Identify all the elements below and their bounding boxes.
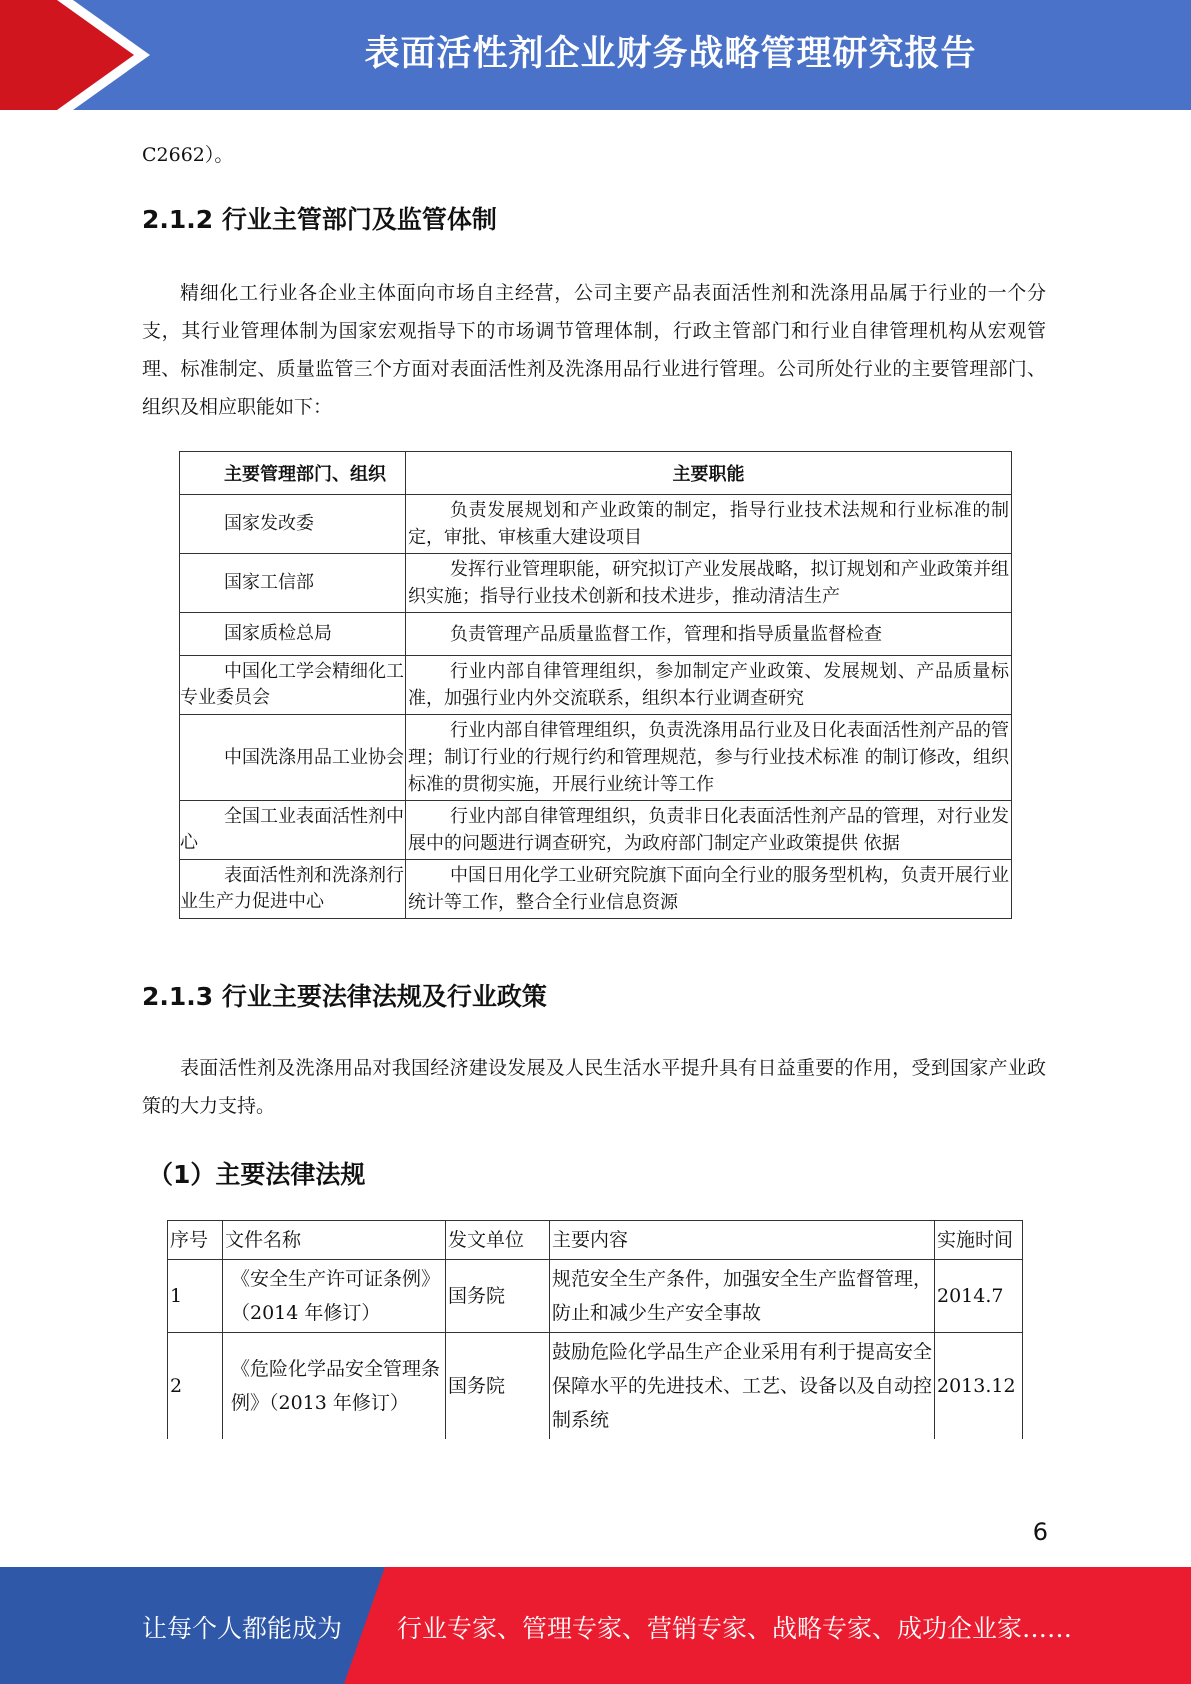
column-header-org: 主要管理部门、组织 bbox=[180, 452, 406, 495]
table-row bbox=[180, 860, 1012, 919]
org-cell: 中国化工学会精细化工专业委员会 bbox=[180, 656, 406, 715]
page-footer bbox=[0, 1567, 1191, 1684]
table-row bbox=[180, 495, 1012, 554]
sub-heading-laws: （1）主要法律法规 bbox=[148, 1160, 366, 1189]
column-header-duty: 主要职能 bbox=[406, 452, 1012, 495]
cell-date: 2014.7 bbox=[935, 1260, 1023, 1333]
duty-cell: 行业内部自律管理组织，负责洗涤用品行业及日化表面活性剂产品的管理；制订行业的行规行约和管理规范，参与行业技术标准 的制订修改，组织标准的贯彻实施，开展行业统计等工作 bbox=[406, 715, 1012, 801]
table-header-row bbox=[168, 1221, 1023, 1260]
table-row bbox=[180, 554, 1012, 613]
column-header-content: 主要内容 bbox=[550, 1221, 935, 1260]
cell-issuer: 国务院 bbox=[446, 1260, 550, 1333]
duty-cell: 行业内部自律管理组织，负责非日化表面活性剂产品的管理，对行业发展中的问题进行调查研究，为政府部门制定产业政策提供 依据 bbox=[406, 801, 1012, 860]
table-row bbox=[180, 613, 1012, 656]
column-header-name: 文件名称 bbox=[223, 1221, 446, 1260]
paragraph: 精细化工行业各企业主体面向市场自主经营，公司主要产品表面活性剂和洗涤用品属于行业的一个分支，其行业管理体制为国家宏观指导下的市场调节管理体制，行政主管部门和行业自律管理机构从宏观管理、标准制定、质量监管三个方面对表面活性剂及洗涤用品行业进行管理。公司所处行业的主要管理部门、组织及相应职能如下： bbox=[142, 282, 1046, 418]
cell-no: 1 bbox=[168, 1260, 223, 1333]
table-row bbox=[168, 1260, 1023, 1333]
table-row bbox=[180, 656, 1012, 715]
footer-slogan-left: 让每个人都能成为 bbox=[142, 1614, 343, 1643]
org-cell: 全国工业表面活性剂中心 bbox=[180, 801, 406, 860]
duty-cell: 行业内部自律管理组织，参加制定产业政策、发展规划、产品质量标准，加强行业内外交流联系，组织本行业调查研究 bbox=[406, 656, 1012, 715]
duty-cell: 负责发展规划和产业政策的制定，指导行业技术法规和行业标准的制定，审批、审核重大建设项目 bbox=[406, 495, 1012, 554]
section-2-1-2-body bbox=[142, 274, 1046, 426]
table-row bbox=[180, 801, 1012, 860]
org-cell: 国家质检总局 bbox=[180, 613, 406, 656]
management-departments-table bbox=[179, 451, 1012, 919]
report-title: 表面活性剂企业财务战略管理研究报告 bbox=[364, 34, 977, 74]
section-heading-2-1-3: 2.1.3 行业主要法律法规及行业政策 bbox=[142, 982, 547, 1011]
duty-cell: 负责管理产品质量监督工作，管理和指导质量监督检查 bbox=[406, 613, 1012, 656]
duty-cell: 中国日用化学工业研究院旗下面向全行业的服务型机构，负责开展行业统计等工作，整合全行业信息资源 bbox=[406, 860, 1012, 919]
footer-slogan-right: 行业专家、管理专家、营销专家、战略专家、成功企业家…… bbox=[397, 1614, 1073, 1643]
column-header-no: 序号 bbox=[168, 1221, 223, 1260]
cell-no: 2 bbox=[168, 1333, 223, 1440]
cell-content: 规范安全生产条件，加强安全生产监督管理，防止和减少生产安全事故 bbox=[550, 1260, 935, 1333]
continued-fragment: C2662）。 bbox=[142, 144, 234, 166]
page-number: 6 bbox=[1032, 1518, 1048, 1546]
laws-regulations-table bbox=[167, 1220, 1023, 1439]
paragraph: 表面活性剂及洗涤用品对我国经济建设发展及人民生活水平提升具有日益重要的作用，受到国家产业政策的大力支持。 bbox=[142, 1057, 1046, 1117]
page-header bbox=[0, 0, 1191, 110]
org-cell: 国家发改委 bbox=[180, 495, 406, 554]
org-cell: 国家工信部 bbox=[180, 554, 406, 613]
cell-name: 《安全生产许可证条例》（2014 年修订） bbox=[223, 1260, 446, 1333]
table-header-row bbox=[180, 452, 1012, 495]
org-cell: 中国洗涤用品工业协会 bbox=[180, 715, 406, 801]
table-row bbox=[180, 715, 1012, 801]
column-header-issuer: 发文单位 bbox=[446, 1221, 550, 1260]
cell-name: 《危险化学品安全管理条例》（2013 年修订） bbox=[223, 1333, 446, 1440]
section-2-1-3-body bbox=[142, 1049, 1046, 1125]
org-cell: 表面活性剂和洗涤剂行业生产力促进中心 bbox=[180, 860, 406, 919]
cell-issuer: 国务院 bbox=[446, 1333, 550, 1440]
table-row bbox=[168, 1333, 1023, 1440]
cell-content: 鼓励危险化学品生产企业采用有利于提高安全保障水平的先进技术、工艺、设备以及自动控制系统 bbox=[550, 1333, 935, 1440]
chevron-arrow-icon bbox=[0, 0, 134, 110]
duty-cell: 发挥行业管理职能，研究拟订产业发展战略，拟订规划和产业政策并组织实施；指导行业技术创新和技术进步，推动清洁生产 bbox=[406, 554, 1012, 613]
cell-date: 2013.12 bbox=[935, 1333, 1023, 1440]
column-header-date: 实施时间 bbox=[935, 1221, 1023, 1260]
section-heading-2-1-2: 2.1.2 行业主管部门及监管体制 bbox=[142, 205, 497, 234]
